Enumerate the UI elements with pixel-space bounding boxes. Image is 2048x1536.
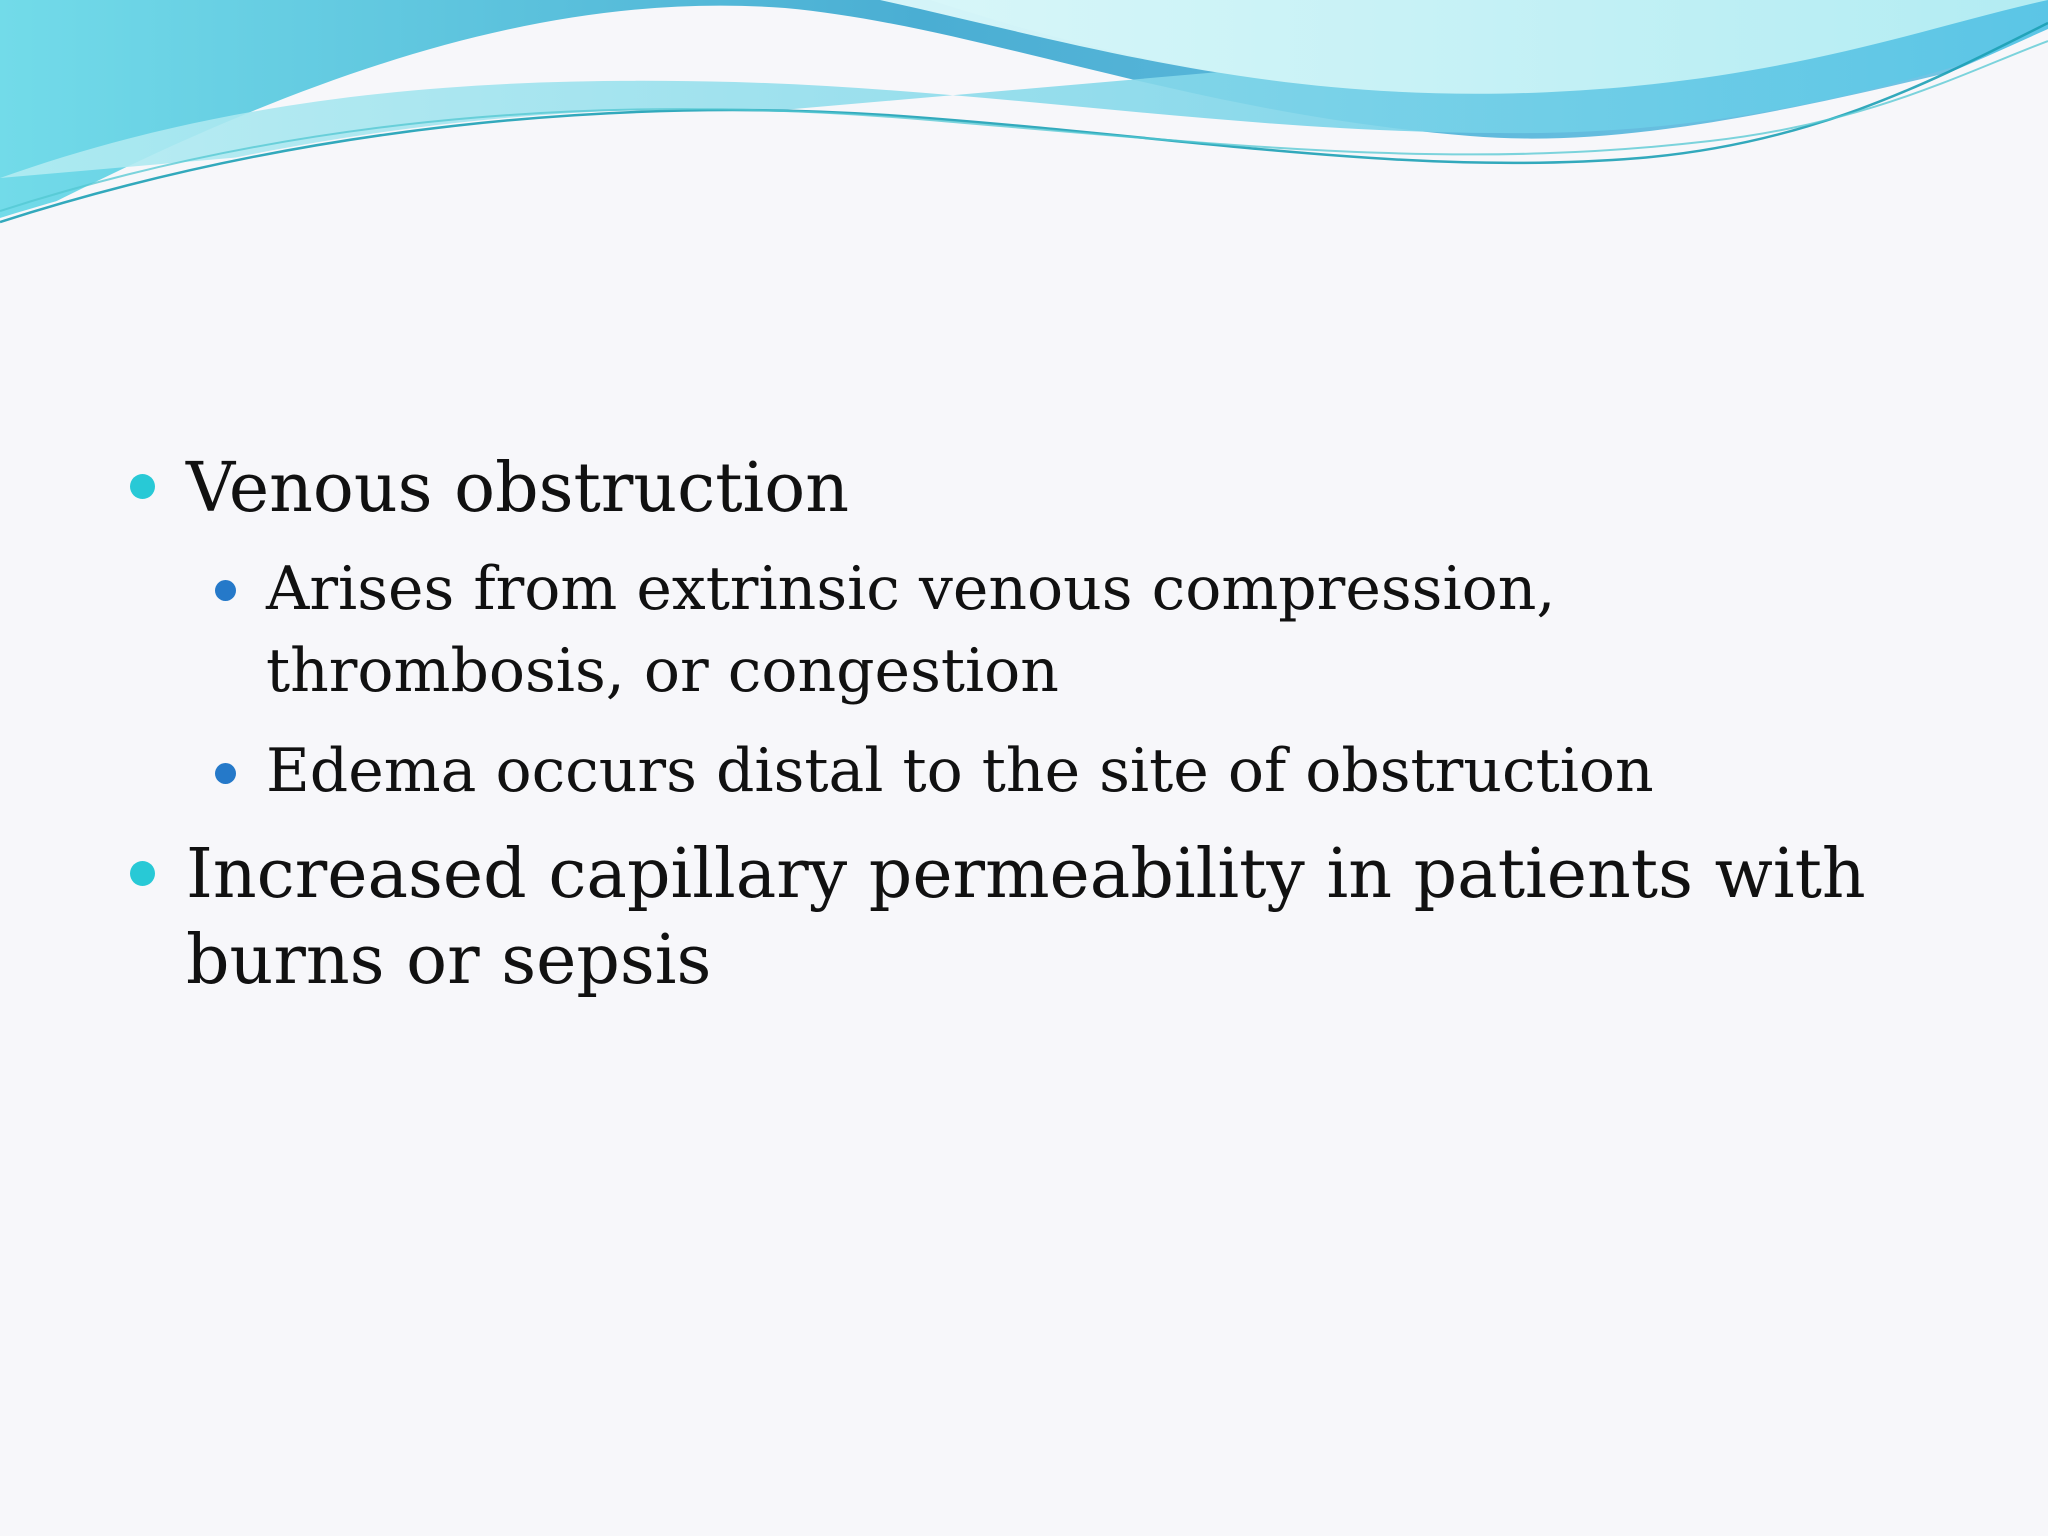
level-1-bullet-icon (130, 474, 155, 499)
sub-bullet-item-arises-from (215, 548, 1885, 718)
bullet-item-capillary-permeability (130, 832, 1940, 1022)
level-2-bullet-icon (215, 580, 236, 601)
sub-bullet-text-edema-distal: Edema occurs distal to the site of obstruction (266, 736, 1654, 806)
bullet-text-capillary-permeability: Increased capillary permeability in patients with burns or sepsis (186, 835, 1866, 1000)
bullet-text-venous-obstruction: Venous obstruction (186, 449, 850, 528)
level-2-bullet-icon (215, 763, 236, 784)
level-1-bullet-icon (130, 861, 155, 886)
sub-bullet-text-arises-from: Arises from extrinsic venous compression, thrombosis, or congestion (266, 554, 1556, 706)
bullet-item-venous-obstruction (130, 446, 1870, 541)
sub-bullet-item-edema-distal (215, 730, 1885, 818)
